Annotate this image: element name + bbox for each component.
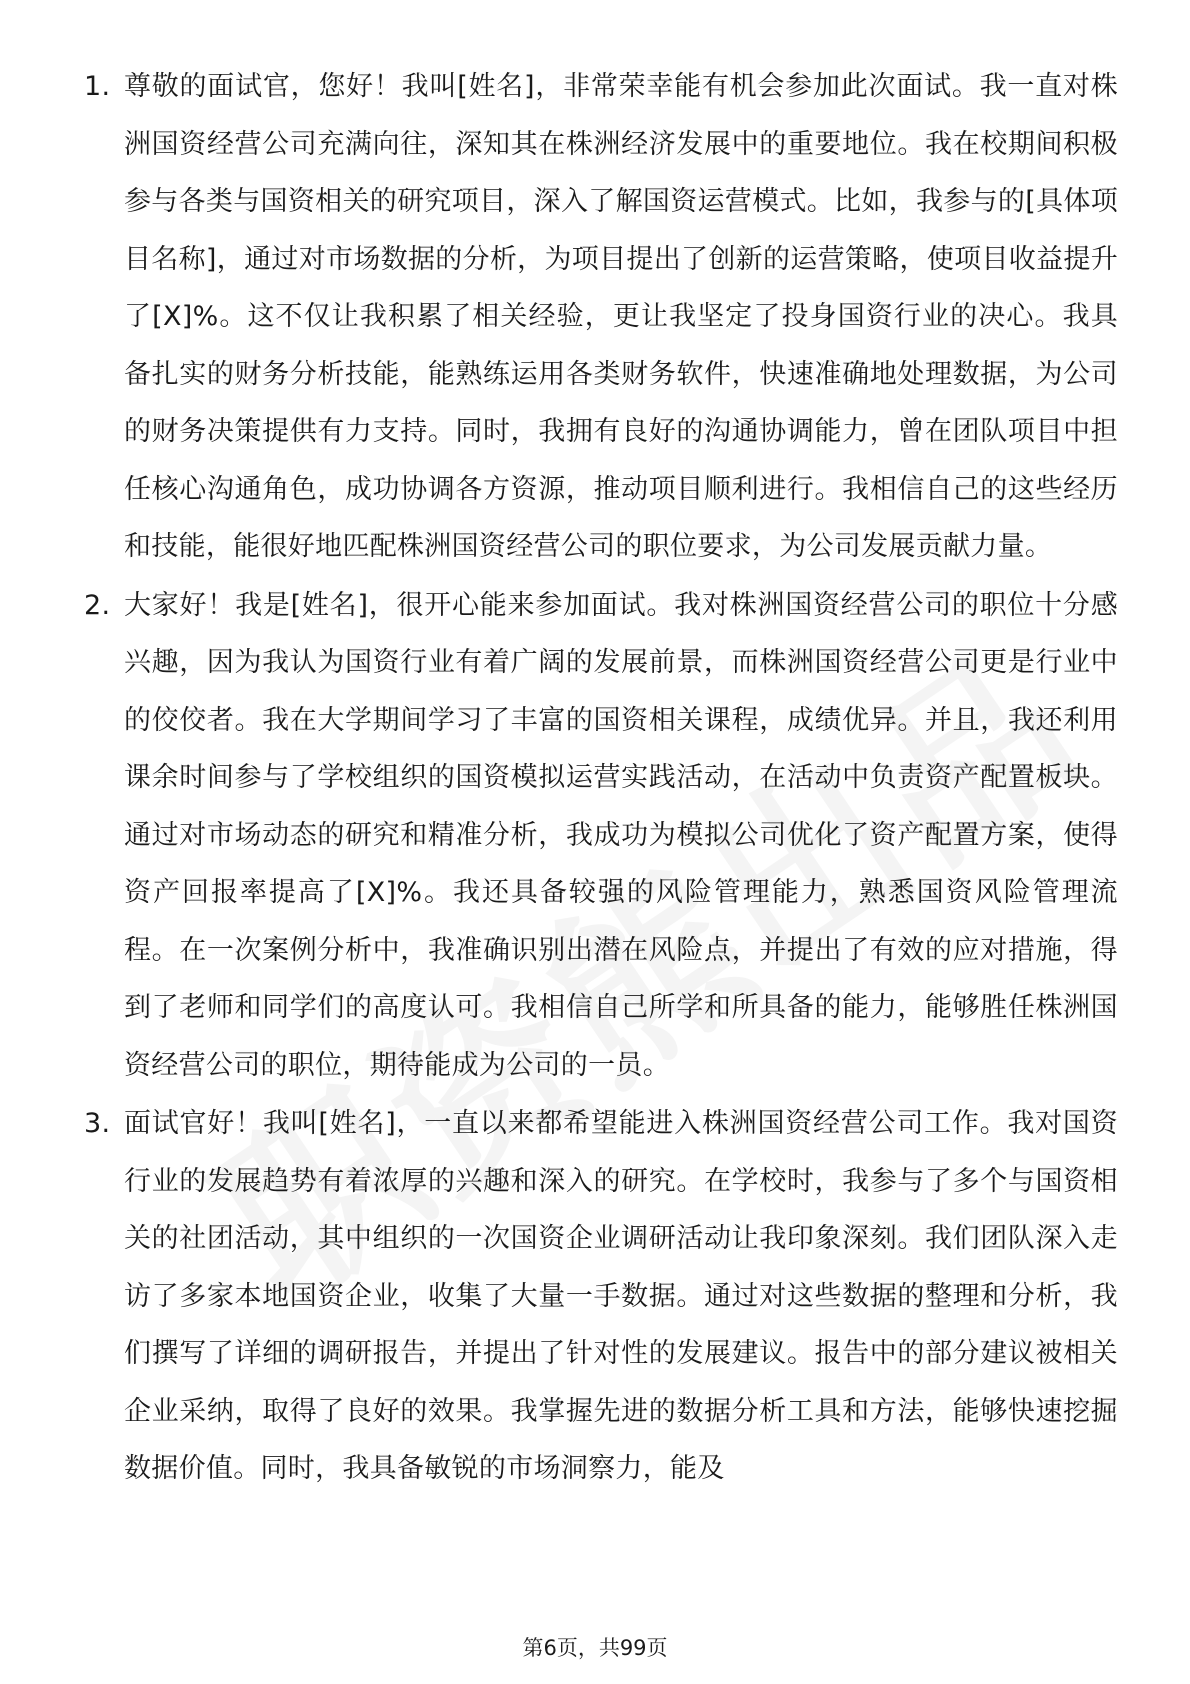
answer-list [78,58,1118,1498]
document-body [78,58,1118,1499]
answer-text: 大家好！我是[姓名]，很开心能来参加面试。我对株洲国资经营公司的职位十分感兴趣，因为我认为国资行业有着广阔的发展前景，而株洲国资经营公司更是行业中的佼佼者。我在大学期间学习了丰富的国资相关课程，成绩优异。并且，我还利用课余时间参与了学校组织的国资模拟运营实践活动，在活动中负责资产配置板块。通过对市场动态的研究和精准分析，我成功为模拟公司优化了资产配置方案，使得资产回报率提高了[X]%。我还具备较强的风险管理能力，熟悉国资风险管理流程。在一次案例分析中，我准确识别出潜在风险点，并提出了有效的应对措施，得到了老师和同学们的高度认可。我相信自己所学和所具备的能力，能够胜任株洲国资经营公司的职位，期待能成为公司的一员。 [124,589,1118,1081]
answer-item-2 [78,577,1118,1095]
answer-text: 面试官好！我叫[姓名]，一直以来都希望能进入株洲国资经营公司工作。我对国资行业的发展趋势有着浓厚的兴趣和深入的研究。在学校时，我参与了多个与国资相关的社团活动，其中组织的一次国资企业调研活动让我印象深刻。我们团队深入走访了多家本地国资企业，收集了大量一手数据。通过对这些数据的整理和分析，我们撰写了详细的调研报告，并提出了针对性的发展建议。报告中的部分建议被相关企业采纳，取得了良好的效果。我掌握先进的数据分析工具和方法，能够快速挖掘数据价值。同时，我具备敏锐的市场洞察力，能及 [124,1108,1118,1484]
answer-item-1 [78,58,1118,576]
answer-number: 2. [84,589,111,621]
answer-number: 1. [84,71,111,102]
page-footer [0,1632,1190,1662]
answer-text: 尊敬的面试官，您好！我叫[姓名]，非常荣幸能有机会参加此次面试。我一直对株洲国资经营公司充满向往，深知其在株洲经济发展中的重要地位。我在校期间积极参与各类与国资相关的研究项目，深入了解国资运营模式。比如，我参与的[具体项目名称]，通过对市场数据的分析，为项目提出了创新的运营策略，使项目收益提升了[X]%。这不仅让我积累了相关经验，更让我坚定了投身国资行业的决心。我具备扎实的财务分析技能，能熟练运用各类财务软件，快速准确地处理数据，为公司的财务决策提供有力支持。同时，我拥有良好的沟通协调能力，曾在团队项目中担任核心沟通角色，成功协调各方资源，推动项目顺利进行。我相信自己的这些经历和技能，能很好地匹配株洲国资经营公司的职位要求，为公司发展贡献力量。 [124,71,1118,562]
answer-number: 3. [84,1108,111,1139]
page-number-label: 第6页，共99页 [522,1636,668,1660]
answer-item-3 [78,1095,1118,1498]
